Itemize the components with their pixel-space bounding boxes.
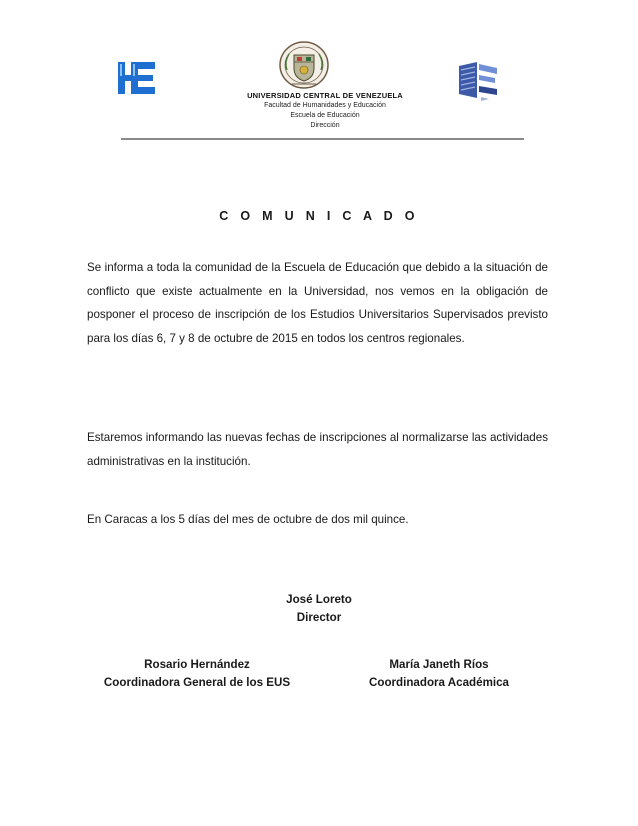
document-title: C O M U N I C A D O [219, 209, 419, 223]
ucv-seal-icon [278, 40, 330, 90]
institution-heading [225, 91, 425, 131]
paragraph-date: En Caracas a los 5 días del mes de octubre de dos mil quince. [87, 513, 409, 526]
paragraph-followup: Estaremos informando las nuevas fechas de inscripciones al normalizarse las actividades administrativas en la institución. [87, 431, 548, 468]
director-role: Director [296, 610, 342, 624]
school-name: Escuela de Educación [290, 112, 360, 119]
signature-coordinator-academic [344, 656, 534, 691]
institution-name: UNIVERSIDAD CENTRAL DE VENEZUELA [247, 91, 403, 100]
signature-coordinator-eus [82, 656, 312, 691]
escuela-logo-icon [455, 60, 501, 102]
director-name: José Loreto [286, 593, 352, 606]
coordinator-academic-role: Coordinadora Académica [368, 675, 510, 689]
signature-director [219, 591, 419, 626]
paragraph-announcement: Se informa a toda la comunidad de la Escuela de Educación que debido a la situación de conflicto que existe actualmente en la Universidad, nos vemos en la obligación de posponer el proceso de inscripción de los Estudios Universitarios Supervisados previsto para los días 6, 7 y 8 de octubre de 2015 en todos los centros regionales. [87, 261, 548, 345]
coordinator-academic-name: María Janeth Ríos [389, 658, 489, 671]
he-logo-icon [116, 60, 158, 96]
office-name: Dirección [310, 122, 340, 129]
coordinator-eus-name: Rosario Hernández [144, 658, 250, 671]
header-divider [121, 138, 524, 140]
coordinator-eus-role: Coordinadora General de los EUS [103, 675, 291, 689]
faculty-name: Facultad de Humanidades y Educación [264, 102, 386, 109]
